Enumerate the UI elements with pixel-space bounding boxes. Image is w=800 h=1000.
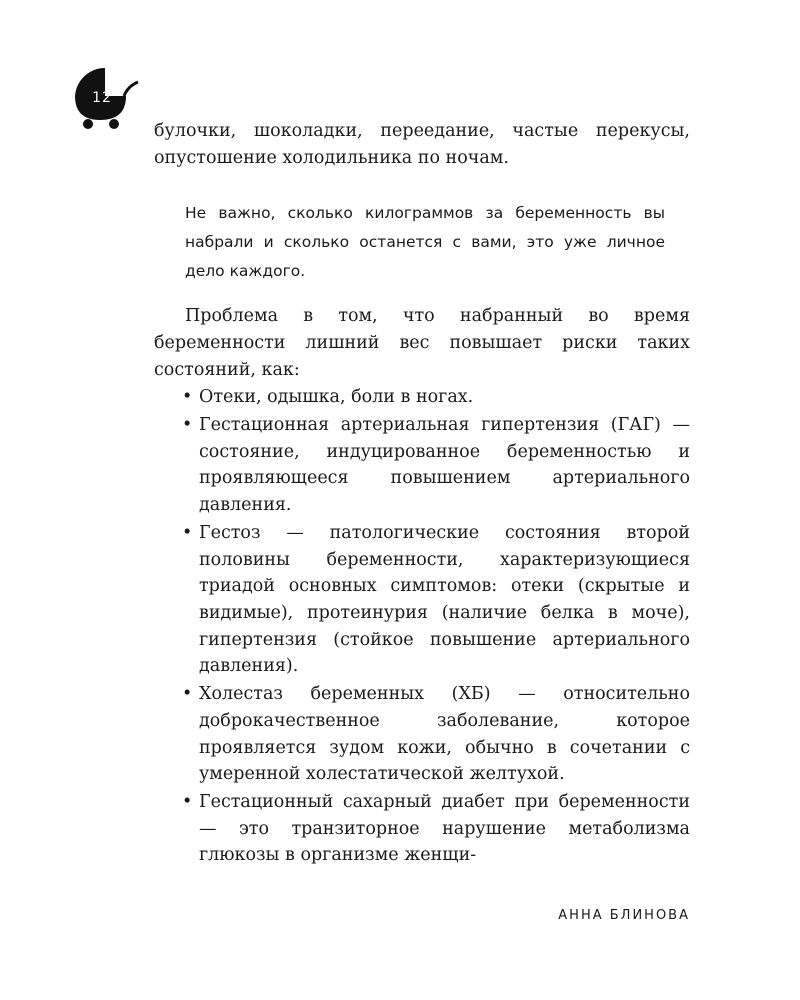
bullet-marker: •: [182, 792, 193, 813]
list-item: [182, 681, 690, 787]
list-item: [182, 789, 690, 869]
risk-item-text: Холестаз беременных (ХБ) — относительно доброкачественное заболевание, которое проявляется зудом кожи, обычно в сочетании с умеренной холестатической желтухой.: [199, 684, 690, 785]
intro-continuation: булочки, шоколадки, переедание, частые перекусы, опустошение холодильника по ночам.: [154, 121, 690, 168]
bullet-marker: •: [182, 387, 193, 407]
bullet-marker: •: [182, 523, 193, 544]
risk-item-text: Отеки, одышка, боли в ногах.: [199, 387, 474, 407]
risk-item-text: Гестационная артериальная гипертензия (ГАГ) — состояние, индуцированное беременностью и проявляющееся повышением артериального давления.: [199, 415, 690, 515]
callout-text: Не важно, сколько килограммов за беременность вы набрали и сколько останется с вами, это уже личное дело каждого.: [185, 204, 665, 280]
list-item: [182, 412, 690, 518]
author-footer: АННА БЛИНОВА: [558, 908, 690, 923]
page-number: 12: [92, 90, 112, 106]
risk-item-text: Гестоз — патологические состояния второй половины беременности, характеризующиеся триадой основных симптомов: отеки (скрытые и видимые), протеинурия (наличие белка в моче), гипертензия (стойкое повышение артериального давления).: [199, 523, 690, 677]
list-item: [182, 520, 690, 680]
bullet-marker: •: [182, 684, 193, 705]
list-item: [182, 384, 690, 411]
problem-paragraph: Проблема в том, что набранный во время беременности лишний вес повышает риски таких состояний, как:: [154, 306, 690, 380]
risk-item-text: Гестационный сахарный диабет при беременности — это транзиторное нарушение метаболизма глюкозы в организме женщи-: [199, 792, 690, 866]
risk-list: [182, 384, 690, 871]
bullet-marker: •: [182, 415, 193, 436]
